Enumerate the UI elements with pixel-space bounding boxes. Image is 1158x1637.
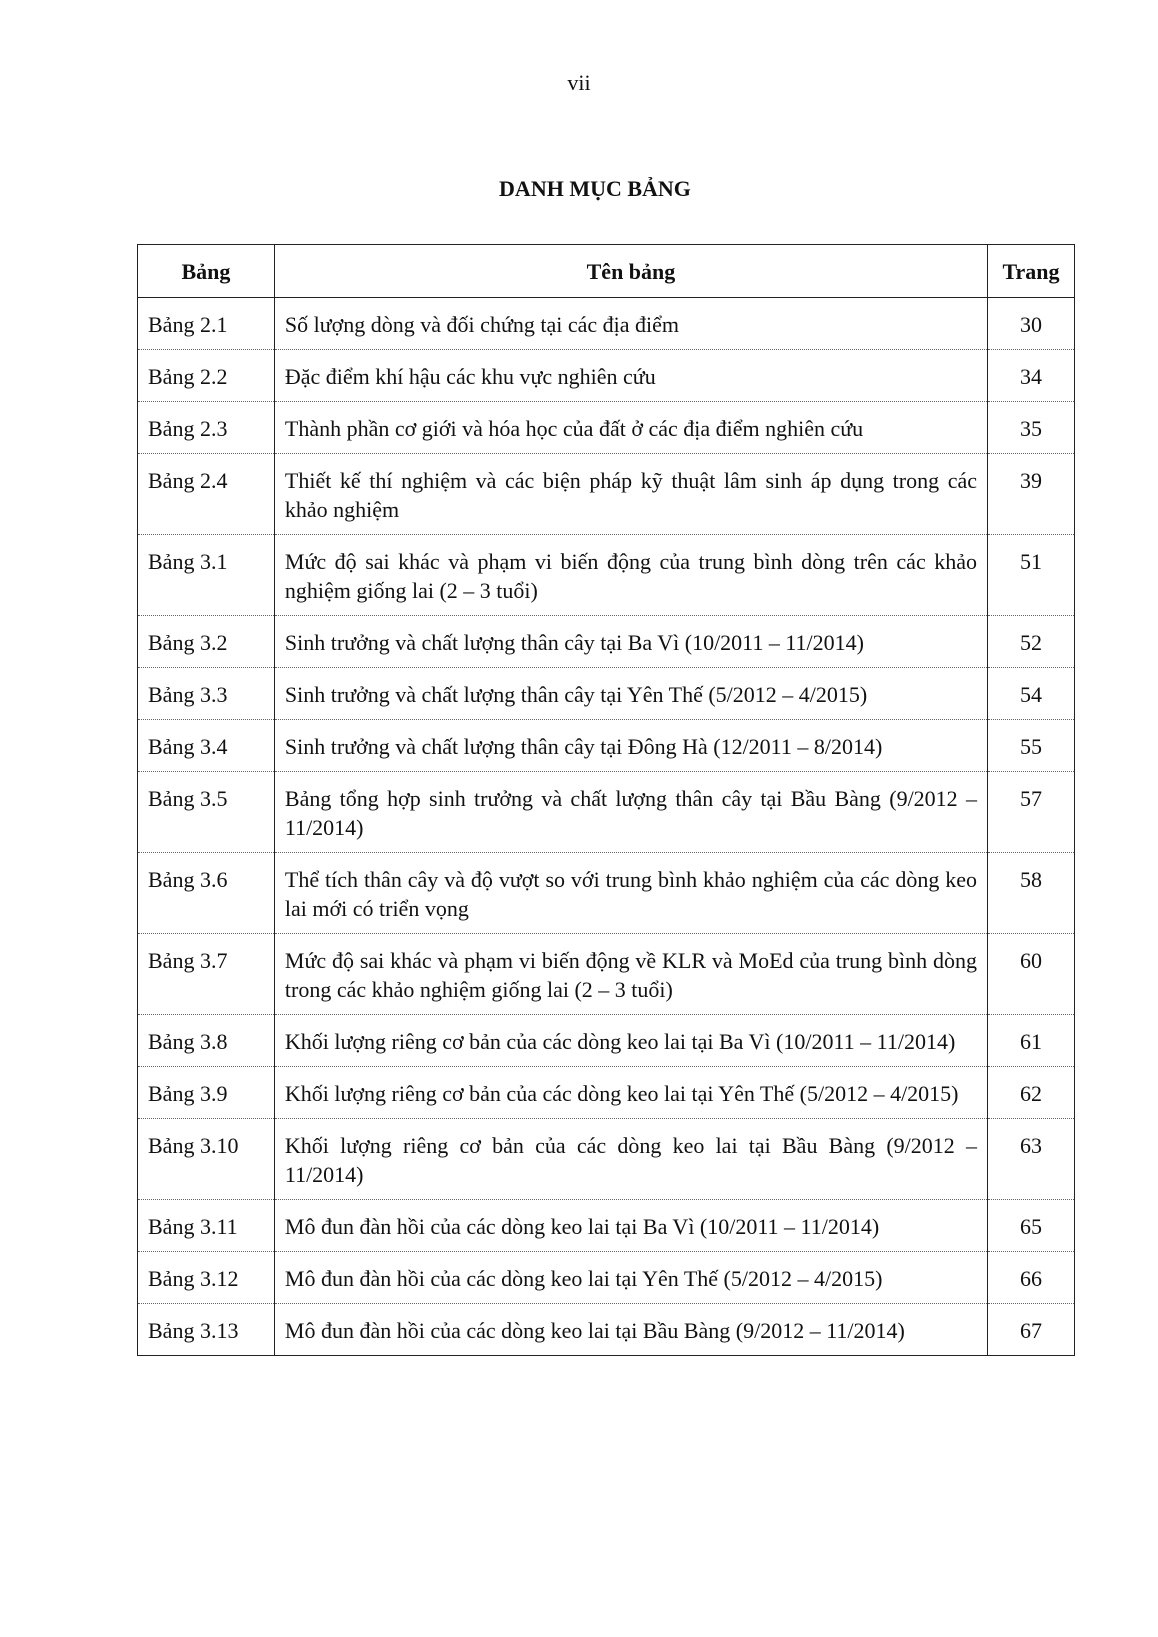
table-number: Bảng 3.10 (138, 1119, 275, 1200)
page-ref: 39 (988, 454, 1075, 535)
table-number: Bảng 3.11 (138, 1200, 275, 1252)
header-trang: Trang (988, 245, 1075, 298)
table-number: Bảng 2.2 (138, 350, 275, 402)
page-number: vii (567, 70, 591, 95)
table-caption: Mức độ sai khác và phạm vi biến động của trung bình dòng trên các khảo nghiệm giống lai (2 – 3 tuổi) (274, 535, 987, 616)
table-caption: Sinh trưởng và chất lượng thân cây tại Yên Thế (5/2012 – 4/2015) (274, 668, 987, 720)
page-ref: 55 (988, 720, 1075, 772)
table-caption: Số lượng dòng và đối chứng tại các địa điểm (274, 298, 987, 350)
table-caption: Mức độ sai khác và phạm vi biến động về KLR và MoEd của trung bình dòng trong các khảo nghiệm giống lai (2 – 3 tuổi) (274, 934, 987, 1015)
table-number: Bảng 3.12 (138, 1252, 275, 1304)
page-ref: 57 (988, 772, 1075, 853)
header-ten-bang: Tên bảng (274, 245, 987, 298)
table-row (138, 1304, 1075, 1356)
table-number: Bảng 2.3 (138, 402, 275, 454)
table-row (138, 1252, 1075, 1304)
table-row (138, 1015, 1075, 1067)
table-caption: Khối lượng riêng cơ bản của các dòng keo lai tại Bầu Bàng (9/2012 – 11/2014) (274, 1119, 987, 1200)
table-number: Bảng 3.13 (138, 1304, 275, 1356)
page-ref: 30 (988, 298, 1075, 350)
table-number: Bảng 3.7 (138, 934, 275, 1015)
table-row (138, 853, 1075, 934)
table-caption: Mô đun đàn hồi của các dòng keo lai tại Yên Thế (5/2012 – 4/2015) (274, 1252, 987, 1304)
page-ref: 35 (988, 402, 1075, 454)
table-row (138, 350, 1075, 402)
table-row (138, 298, 1075, 350)
table-caption: Thể tích thân cây và độ vượt so với trung bình khảo nghiệm của các dòng keo lai mới có triển vọng (274, 853, 987, 934)
table-number: Bảng 3.2 (138, 616, 275, 668)
list-of-tables (137, 244, 1075, 1356)
table-caption: Khối lượng riêng cơ bản của các dòng keo lai tại Yên Thế (5/2012 – 4/2015) (274, 1067, 987, 1119)
table-row (138, 454, 1075, 535)
table-caption: Sinh trưởng và chất lượng thân cây tại Đông Hà (12/2011 – 8/2014) (274, 720, 987, 772)
table-number: Bảng 2.4 (138, 454, 275, 535)
page-ref: 58 (988, 853, 1075, 934)
table-number: Bảng 3.3 (138, 668, 275, 720)
table-caption: Đặc điểm khí hậu các khu vực nghiên cứu (274, 350, 987, 402)
table-caption: Mô đun đàn hồi của các dòng keo lai tại Bầu Bàng (9/2012 – 11/2014) (274, 1304, 987, 1356)
page-ref: 60 (988, 934, 1075, 1015)
table-number: Bảng 3.6 (138, 853, 275, 934)
table-number: Bảng 3.9 (138, 1067, 275, 1119)
table-header-row (138, 245, 1075, 298)
page-ref: 34 (988, 350, 1075, 402)
table-row (138, 1119, 1075, 1200)
page-ref: 67 (988, 1304, 1075, 1356)
table-row (138, 720, 1075, 772)
table-number: Bảng 3.8 (138, 1015, 275, 1067)
table-row (138, 772, 1075, 853)
table-row (138, 1200, 1075, 1252)
table-number: Bảng 3.5 (138, 772, 275, 853)
table-row (138, 1067, 1075, 1119)
page-ref: 66 (988, 1252, 1075, 1304)
table-row (138, 934, 1075, 1015)
table-row (138, 616, 1075, 668)
page-title: DANH MỤC BẢNG (499, 176, 691, 201)
page-ref: 62 (988, 1067, 1075, 1119)
table-caption: Bảng tổng hợp sinh trưởng và chất lượng thân cây tại Bầu Bàng (9/2012 – 11/2014) (274, 772, 987, 853)
table-caption: Thành phần cơ giới và hóa học của đất ở các địa điểm nghiên cứu (274, 402, 987, 454)
table-row (138, 402, 1075, 454)
page-ref: 54 (988, 668, 1075, 720)
table-row (138, 668, 1075, 720)
header-bang: Bảng (138, 245, 275, 298)
table-number: Bảng 3.4 (138, 720, 275, 772)
table-caption: Thiết kế thí nghiệm và các biện pháp kỹ thuật lâm sinh áp dụng trong các khảo nghiệm (274, 454, 987, 535)
table-caption: Sinh trưởng và chất lượng thân cây tại Ba Vì (10/2011 – 11/2014) (274, 616, 987, 668)
page-ref: 61 (988, 1015, 1075, 1067)
page-ref: 52 (988, 616, 1075, 668)
table-row (138, 535, 1075, 616)
table-caption: Mô đun đàn hồi của các dòng keo lai tại Ba Vì (10/2011 – 11/2014) (274, 1200, 987, 1252)
page-ref: 65 (988, 1200, 1075, 1252)
table-number: Bảng 3.1 (138, 535, 275, 616)
page-ref: 51 (988, 535, 1075, 616)
table-number: Bảng 2.1 (138, 298, 275, 350)
table-caption: Khối lượng riêng cơ bản của các dòng keo lai tại Ba Vì (10/2011 – 11/2014) (274, 1015, 987, 1067)
page-ref: 63 (988, 1119, 1075, 1200)
